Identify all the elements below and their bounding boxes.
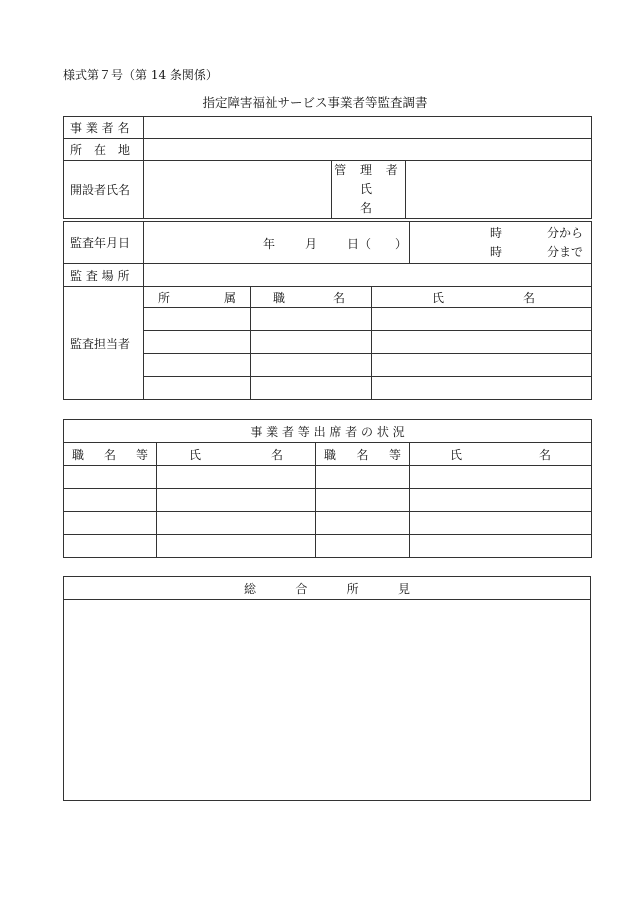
form-title: 指定障害福祉サービス事業者等監査調書 [202,95,428,110]
founder-name-label: 開設者氏名 [64,161,144,219]
attendee-col-position-left: 職 名 等 [64,443,157,466]
attendee-name-cell[interactable] [410,535,592,558]
time-to-line [410,243,591,262]
attendee-position-cell[interactable] [64,466,157,489]
staff-affiliation-cell[interactable] [144,331,251,354]
attendee-position-cell[interactable] [316,489,410,512]
attendee-name-cell[interactable] [157,489,316,512]
staff-col-position: 職 名 [251,287,372,308]
staff-name-cell[interactable] [372,354,592,377]
findings-table [63,576,591,801]
attendee-position-cell[interactable] [64,535,157,558]
attendee-position-cell[interactable] [316,466,410,489]
audit-info-table [63,221,592,400]
manager-label-line2: 名 [359,201,377,215]
attendee-name-cell[interactable] [410,489,592,512]
founder-name-field[interactable] [144,161,332,219]
staff-position-cell[interactable] [251,377,372,400]
staff-col-name: 氏 名 [372,287,592,308]
audit-date-marks [263,235,407,252]
staff-affiliation-cell[interactable] [144,354,251,377]
attendee-name-cell[interactable] [157,535,316,558]
attendee-position-cell[interactable] [64,489,157,512]
time-from-line [410,224,591,243]
facility-info-table [63,116,592,219]
manager-name-label [332,161,406,219]
attendee-name-cell[interactable] [157,512,316,535]
staff-position-cell[interactable] [251,308,372,331]
attendees-title: 事 業 者 等 出 席 者 の 状 況 [64,420,592,443]
year-mark: 年 [263,237,276,251]
attendee-position-cell[interactable] [316,512,410,535]
staff-affiliation-cell[interactable] [144,308,251,331]
staff-col-affiliation: 所 属 [144,287,251,308]
day-mark: 日（ ） [347,237,408,251]
attendee-position-cell[interactable] [64,512,157,535]
attendee-col-name-left: 氏 名 [157,443,316,466]
attendee-name-cell[interactable] [410,466,592,489]
audit-date-field[interactable] [144,222,410,264]
attendee-col-name-right: 氏 名 [410,443,592,466]
address-label: 所 在 地 [64,139,144,161]
audit-place-label: 監 査 場 所 [64,264,144,287]
attendee-col-position-right: 職 名 等 [316,443,410,466]
manager-label-line1: 管 理 者 氏 [334,163,403,196]
audit-place-field[interactable] [144,264,592,287]
form-number: 様式第７号（第 14 条関係） [63,68,218,82]
staff-name-cell[interactable] [372,308,592,331]
attendee-name-cell[interactable] [410,512,592,535]
hour-mark-from: 時 [490,225,503,240]
staff-name-cell[interactable] [372,331,592,354]
audit-staff-label: 監査担当者 [64,287,144,400]
staff-name-cell[interactable] [372,377,592,400]
time-from-label: 分から [547,225,584,240]
findings-body[interactable] [64,600,591,801]
audit-date-label: 監査年月日 [64,222,144,264]
month-mark: 月 [305,237,318,251]
staff-position-cell[interactable] [251,331,372,354]
business-name-label: 事 業 者 名 [64,117,144,139]
attendee-name-cell[interactable] [157,466,316,489]
staff-affiliation-cell[interactable] [144,377,251,400]
findings-title: 総 合 所 見 [64,577,591,600]
address-field[interactable] [144,139,592,161]
staff-position-cell[interactable] [251,354,372,377]
manager-name-field[interactable] [406,161,592,219]
time-to-label: 分まで [547,244,584,259]
audit-time-field[interactable] [410,222,592,264]
attendee-position-cell[interactable] [316,535,410,558]
attendees-table [63,419,592,558]
hour-mark-to: 時 [490,244,503,259]
business-name-field[interactable] [144,117,592,139]
